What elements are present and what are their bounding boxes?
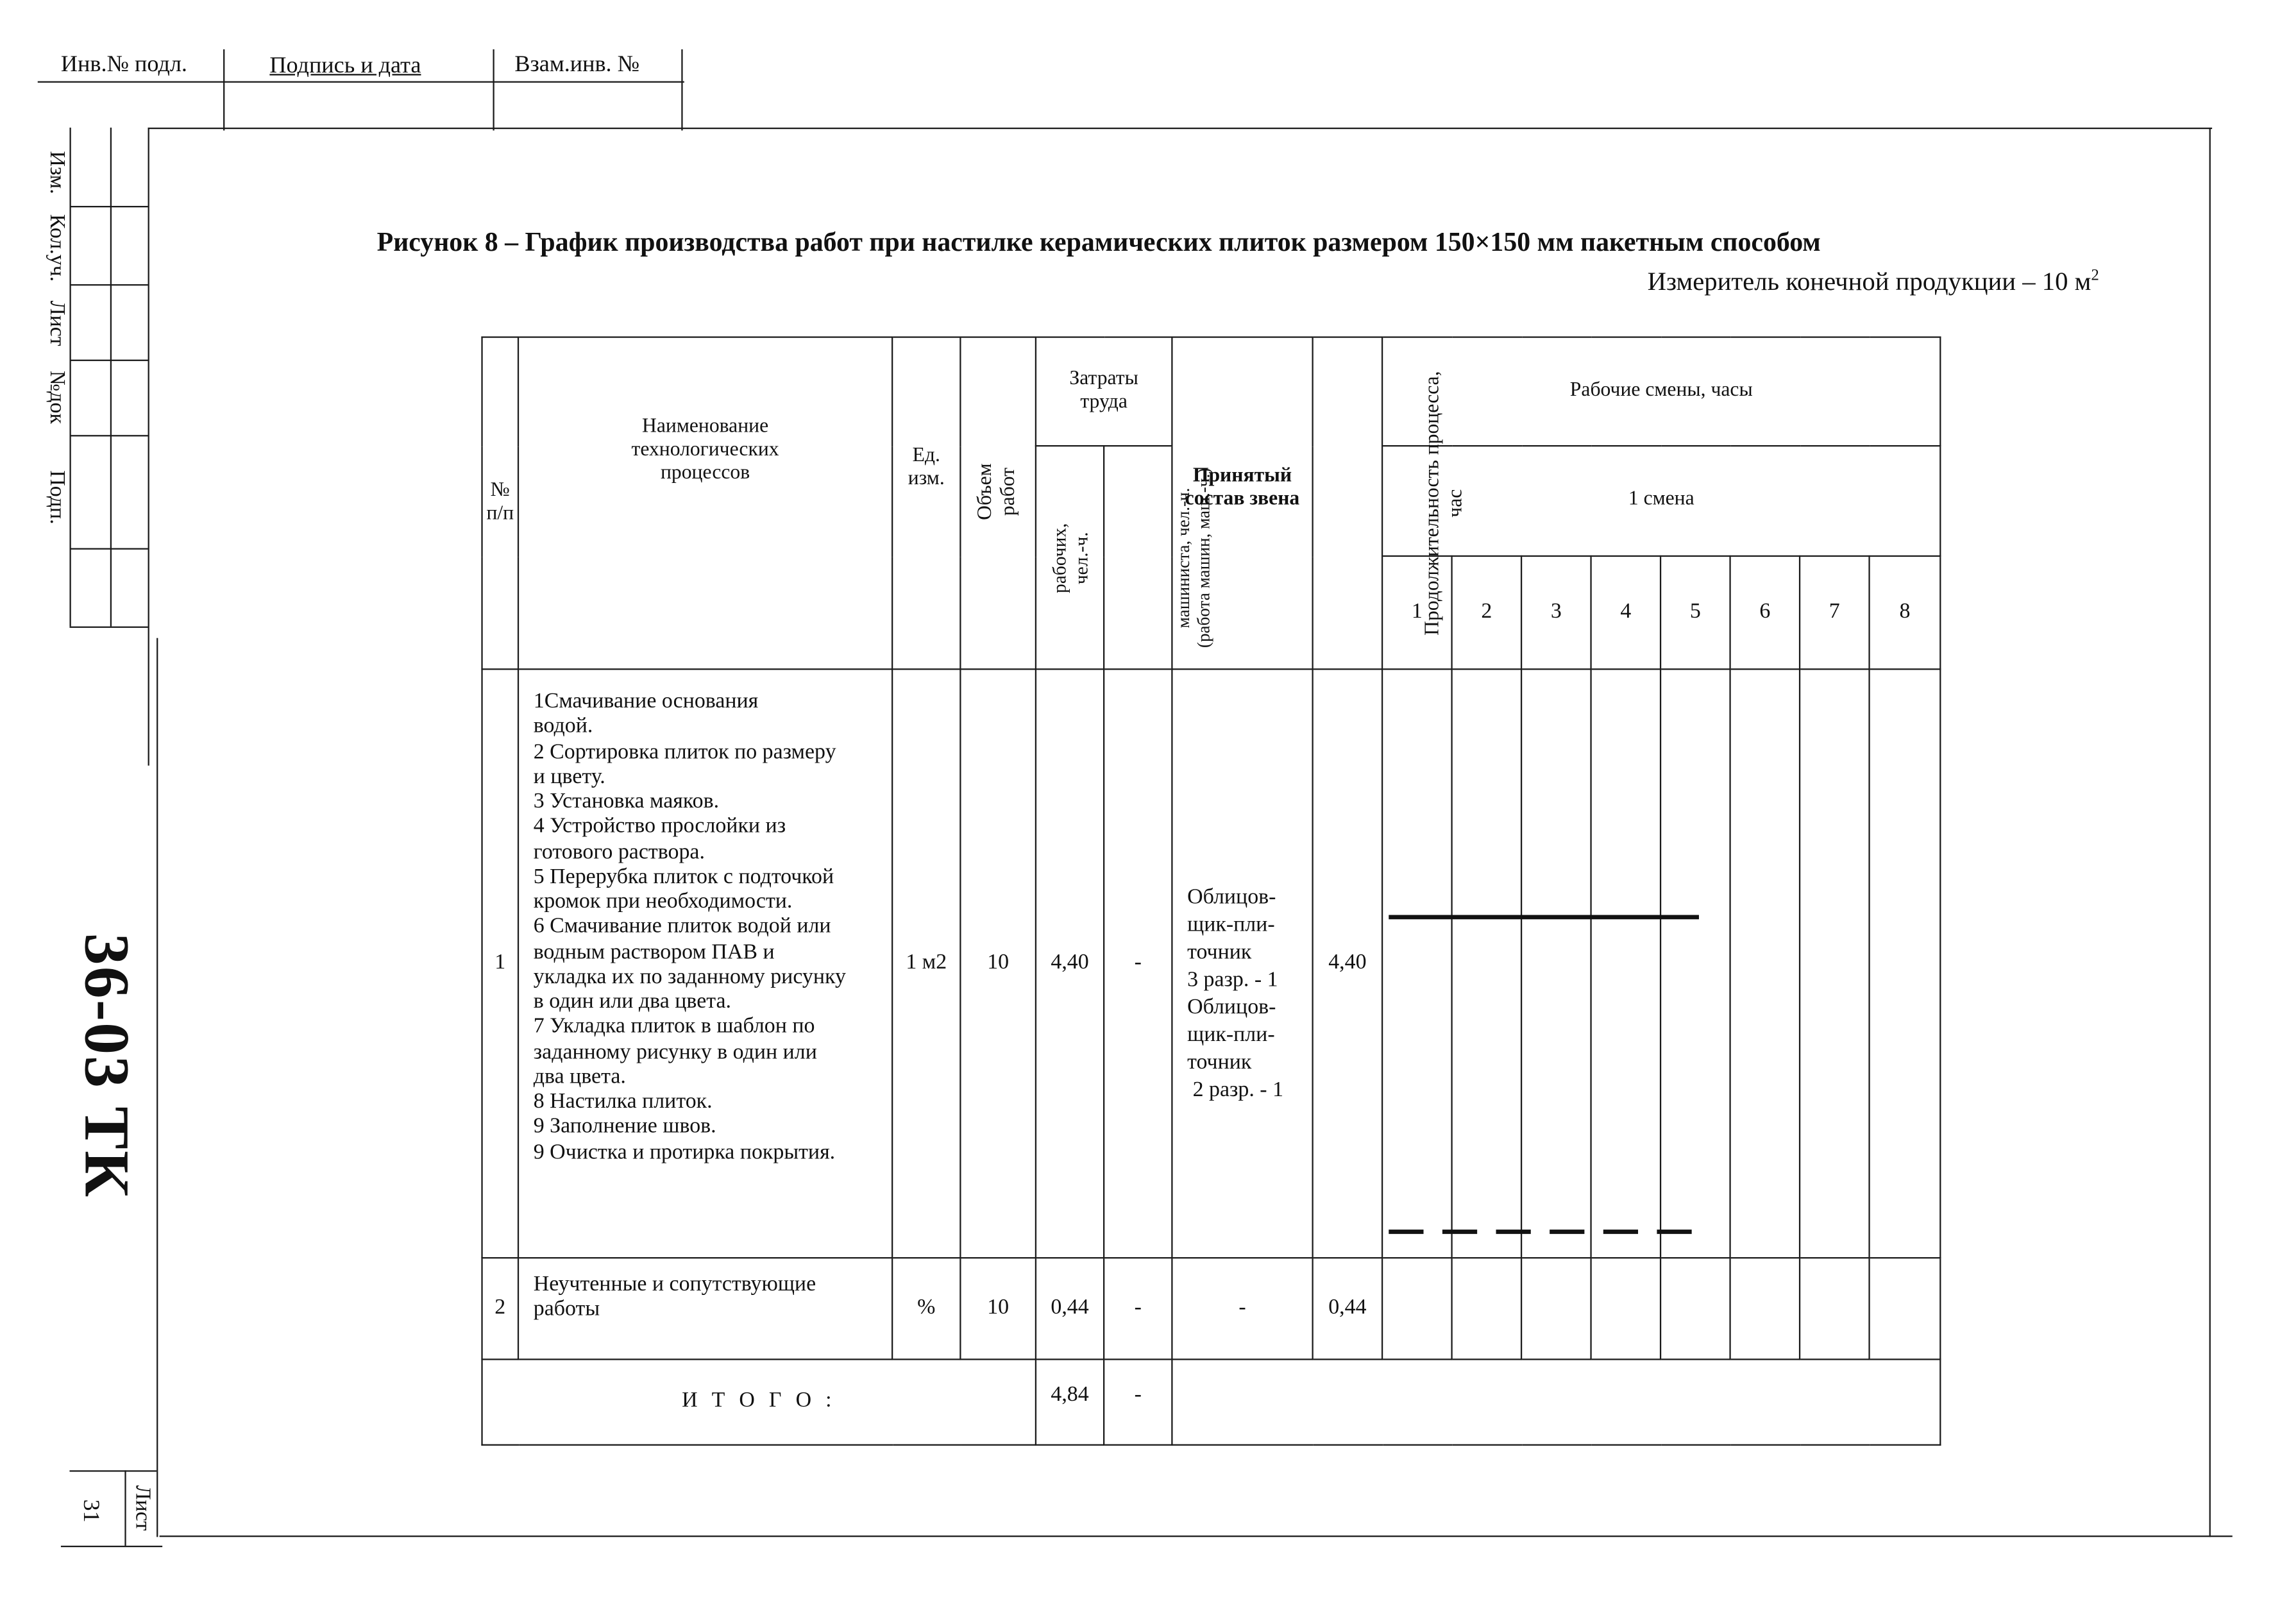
frame-bottom <box>160 1535 2233 1537</box>
header-labor-workers <box>1036 446 1104 669</box>
gantt-cell <box>1521 1258 1591 1359</box>
document-code: 36-03 ТК <box>71 933 142 1199</box>
header-duration-line-1: Продолжительность процесса, <box>1422 371 1444 636</box>
figure-subtitle: Измеритель конечной продукции – 10 $м^2$ <box>1647 266 2099 296</box>
gantt-bar-dash <box>1657 1230 1691 1234</box>
gantt-cell <box>1660 669 1730 1258</box>
side-stamp-row-1 <box>69 206 148 207</box>
frame-left-lower <box>156 638 158 1537</box>
gantt-bar-dash <box>1442 1230 1477 1234</box>
side-stamp-row-4 <box>69 435 148 436</box>
process-line: 7 Укладка плиток в шаблон по <box>533 1015 815 1039</box>
process-line: 2 Сортировка плиток по размеру <box>533 740 836 764</box>
header-hour: 5 <box>1660 556 1730 669</box>
header-labor-machinist-line-1: машиниста, чел.-ч. <box>1172 487 1194 628</box>
row-2-volume: 10 <box>960 1258 1036 1359</box>
header-num-line-2: п/п <box>486 503 514 525</box>
header-volume <box>960 337 1036 670</box>
row-1-labor-machinist: - <box>1104 669 1172 1258</box>
gantt-cell <box>1521 669 1591 1258</box>
crew-line: Облицов- <box>1187 885 1276 909</box>
row-1-processes <box>518 669 892 1258</box>
header-name-line-2: технологических <box>631 439 779 462</box>
process-line: в один или два цвета. <box>533 990 732 1014</box>
frame-right <box>2210 128 2211 1537</box>
gantt-cell <box>1382 1258 1451 1359</box>
process-line: кромок при необходимости. <box>533 890 793 914</box>
process-line: водным раствором ПАВ и <box>533 940 775 964</box>
gantt-cell <box>1800 669 1869 1258</box>
crew-line: 3 разр. - 1 <box>1187 968 1278 992</box>
header-volume-line-1: Объем <box>974 462 997 520</box>
row-1-volume: 10 <box>960 669 1036 1258</box>
sheet-box-top <box>69 1470 156 1471</box>
process-line: 4 Устройство прослойки из <box>533 815 786 839</box>
header-labor-machinist-line-2: (работа машин, маш.-ч.) <box>1193 468 1213 648</box>
gantt-cell <box>1452 1258 1521 1359</box>
total-empty <box>1172 1359 1940 1444</box>
header-name-line-1: Наименование <box>641 416 769 438</box>
process-line: Неучтенные и сопутствующие <box>533 1273 816 1297</box>
side-stamp-row-6 <box>69 627 148 628</box>
row-1-labor-workers: 4,40 <box>1036 669 1104 1258</box>
stamp-divider-1 <box>223 49 224 131</box>
row-2-labor-workers: 0,44 <box>1036 1258 1104 1359</box>
header-labor-machinist <box>1104 446 1213 669</box>
header-hour: 6 <box>1730 556 1800 669</box>
table-row <box>482 669 1941 1258</box>
header-labor-workers-line-1: рабочих, <box>1048 522 1070 593</box>
stamp-divider-2 <box>493 49 494 131</box>
figure-title: Рисунок 8 – График производства работ при настилке керамических плиток размером 150×150 мм пакетным способом <box>376 229 1821 258</box>
process-line: 9 Очистка и протирка покрытия. <box>533 1140 836 1164</box>
row-2-crew: - <box>1172 1258 1312 1359</box>
gantt-cell <box>1870 669 1941 1258</box>
header-hour: 1 <box>1382 556 1451 669</box>
sheet-label: Лист <box>130 1485 154 1531</box>
side-stamp-row-3 <box>69 360 148 361</box>
process-line: 3 Установка маяков. <box>533 790 720 814</box>
total-row <box>482 1359 1941 1444</box>
gantt-bar-solid <box>1389 915 1698 920</box>
gantt-cell <box>1591 1258 1660 1359</box>
row-1-duration: 4,40 <box>1313 669 1382 1258</box>
total-labor-workers: 4,84 <box>1036 1359 1104 1444</box>
frame-bottom-left-line <box>61 1546 162 1547</box>
gantt-cell <box>1870 1258 1941 1359</box>
crew-line: точник <box>1187 1050 1252 1074</box>
header-duration <box>1313 337 1467 670</box>
crew-line: щик-пли- <box>1187 1022 1275 1047</box>
gantt-cell <box>1452 669 1521 1258</box>
header-hour: 7 <box>1800 556 1869 669</box>
side-stamp-row-5 <box>69 548 148 550</box>
row-2-duration: 0,44 <box>1313 1258 1382 1359</box>
process-line: и цвету. <box>533 765 605 789</box>
header-name <box>518 337 892 670</box>
header-labor-line-1: Затраты <box>1069 368 1138 390</box>
header-num-line-1: № <box>490 480 510 502</box>
sheet-box-divider <box>124 1470 126 1546</box>
header-labor <box>1036 337 1172 446</box>
header-volume-line-2: работ <box>998 467 1020 516</box>
row-2-unit: % <box>892 1258 960 1359</box>
gantt-cell <box>1730 1258 1800 1359</box>
process-line: 1Смачивание основания <box>533 690 759 714</box>
row-2-processes <box>518 1258 892 1359</box>
stamp-top-line <box>38 81 684 83</box>
process-line: 5 Перерубка плиток с подточкой <box>533 865 834 889</box>
header-hour: 4 <box>1591 556 1660 669</box>
header-unit-line-2: изм. <box>908 468 945 491</box>
side-stamp-n-dok: №док <box>45 370 69 424</box>
side-stamp-list: Лист <box>45 300 69 346</box>
frame-top <box>148 128 2213 129</box>
gantt-bar-dash <box>1389 1230 1423 1234</box>
stamp-vzam-inv: Взам.инв. № <box>514 52 640 77</box>
row-2-num: 2 <box>482 1258 519 1359</box>
row-2-labor-machinist: - <box>1104 1258 1172 1359</box>
header-hour: 8 <box>1870 556 1941 669</box>
side-stamp-left <box>69 128 71 627</box>
header-num <box>482 337 519 670</box>
crew-line: щик-пли- <box>1187 913 1275 936</box>
header-unit <box>892 337 960 670</box>
process-line: готового раствора. <box>533 840 705 864</box>
side-stamp-podp: Подп. <box>45 470 69 525</box>
header-labor-line-2: труда <box>1080 391 1128 414</box>
header-hour: 2 <box>1452 556 1521 669</box>
total-label: И Т О Г О : <box>482 1359 1036 1444</box>
frame-left-upper <box>148 128 149 766</box>
stamp-divider-3 <box>681 49 682 131</box>
process-line: 6 Смачивание плиток водой или <box>533 915 831 939</box>
gantt-cell <box>1382 669 1451 1258</box>
header-labor-workers-line-2: чел.-ч. <box>1070 531 1092 584</box>
figure-subtitle-sup: 2 <box>2091 266 2099 285</box>
gantt-cell <box>1800 1258 1869 1359</box>
header-hour: 3 <box>1521 556 1591 669</box>
process-line: 8 Настилка плиток. <box>533 1090 713 1114</box>
header-shift-1: 1 смена <box>1382 446 1940 556</box>
header-duration-line-2: час <box>1445 489 1467 518</box>
crew-line: Облицов- <box>1187 995 1276 1019</box>
header-crew-line-2: состав звена <box>1185 488 1300 511</box>
process-line: два цвета. <box>533 1065 626 1089</box>
header-name-line-3: процессов <box>660 462 750 485</box>
side-stamp-mid <box>110 128 112 627</box>
side-stamp-izm: Изм. <box>45 151 69 194</box>
header-unit-line-1: Ед. <box>912 445 940 467</box>
side-stamp-row-2 <box>69 284 148 285</box>
stamp-inv-podl: Инв.№ подл. <box>60 52 187 77</box>
gantt-cell <box>1730 669 1800 1258</box>
sheet-number: 31 <box>78 1499 103 1523</box>
row-1-num: 1 <box>482 669 519 1258</box>
process-line: работы <box>533 1298 600 1322</box>
side-stamp-kol-uch: Кол.уч. <box>45 214 69 282</box>
process-line: 9 Заполнение швов. <box>533 1115 716 1139</box>
header-shifts: Рабочие смены, часы <box>1382 337 1940 446</box>
gantt-bar-dash <box>1603 1230 1638 1234</box>
header-crew-line-1: Принятый <box>1192 465 1292 487</box>
gantt-bar-dash <box>1550 1230 1584 1234</box>
stamp-podpis-data: Подпись и дата <box>269 53 421 79</box>
crew-line: точник <box>1187 940 1252 964</box>
gantt-cell <box>1591 669 1660 1258</box>
work-schedule-table <box>481 336 1941 1445</box>
row-1-unit: 1 м2 <box>892 669 960 1258</box>
gantt-bar-dash <box>1496 1230 1531 1234</box>
gantt-cell <box>1660 1258 1730 1359</box>
process-line: укладка их по заданному рисунку <box>533 965 846 989</box>
process-line: заданному рисунку в один или <box>533 1040 817 1064</box>
table-row <box>482 1258 1941 1359</box>
crew-line: 2 разр. - 1 <box>1187 1078 1284 1102</box>
row-1-crew <box>1172 669 1312 1258</box>
total-labor-machinist: - <box>1104 1359 1172 1444</box>
process-line: водой. <box>533 715 593 739</box>
